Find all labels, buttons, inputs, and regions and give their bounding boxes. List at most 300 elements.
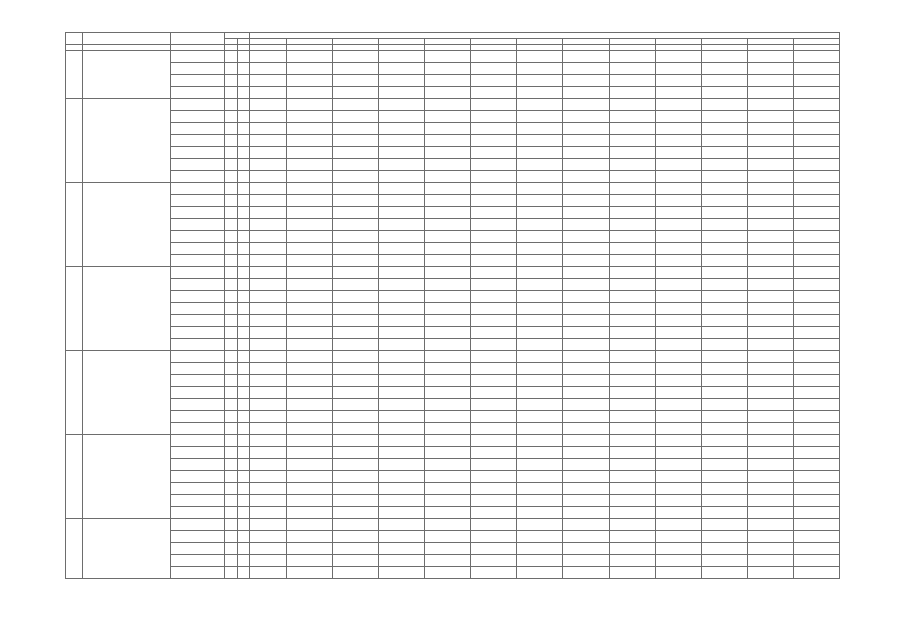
grbs-cell [225,195,238,207]
year-amount-cell [655,495,701,507]
year-amount-cell [379,387,425,399]
grbs-cell [225,99,238,111]
grbs-cell [225,471,238,483]
year-amount-cell [655,231,701,243]
year-amount-cell [287,543,333,555]
grbs-cell [225,387,238,399]
year-amount-cell [793,111,839,123]
year-amount-cell [793,183,839,195]
year-amount-cell [517,207,563,219]
year-amount-cell [793,423,839,435]
grbs-cell [225,327,238,339]
funding-source-cell [171,231,225,243]
year-amount-cell [793,375,839,387]
csr-cell [238,279,250,291]
year-amount-cell [609,255,655,267]
table-row [66,279,840,291]
grbs-cell [225,135,238,147]
year-amount-cell [517,303,563,315]
year-amount-cell [655,87,701,99]
table-row [66,327,840,339]
grbs-cell [225,351,238,363]
csr-cell [238,315,250,327]
year-amount-cell [701,315,747,327]
grbs-cell [225,183,238,195]
year-amount-cell [793,171,839,183]
year-amount-cell [425,483,471,495]
year-amount-cell [333,459,379,471]
year-amount-cell [747,87,793,99]
grbs-cell [225,207,238,219]
row-number-cell [66,519,83,579]
year-amount-cell [793,483,839,495]
total-amount-cell [250,411,287,423]
csr-cell [238,147,250,159]
total-amount-cell [250,123,287,135]
year-amount-cell [563,75,609,87]
year-amount-cell [563,99,609,111]
year-amount-cell [379,519,425,531]
grbs-cell [225,447,238,459]
year-amount-cell [333,411,379,423]
year-amount-cell [287,147,333,159]
year-amount-cell [425,231,471,243]
year-amount-cell [379,231,425,243]
year-amount-cell [379,471,425,483]
table-row [66,267,840,279]
header-row-number [66,33,83,45]
year-amount-cell [517,507,563,519]
year-amount-cell [425,567,471,579]
year-amount-cell [655,459,701,471]
year-amount-cell [471,267,517,279]
year-amount-cell [471,63,517,75]
year-amount-cell [609,51,655,63]
year-amount-cell [609,471,655,483]
year-amount-cell [471,411,517,423]
funding-source-cell [171,159,225,171]
table-row [66,171,840,183]
total-amount-cell [250,255,287,267]
year-amount-cell [655,435,701,447]
grbs-cell [225,63,238,75]
total-amount-cell [250,159,287,171]
year-amount-cell [379,495,425,507]
year-amount-cell [517,111,563,123]
year-amount-cell [287,435,333,447]
year-amount-cell [793,99,839,111]
year-amount-cell [793,75,839,87]
year-amount-cell [287,279,333,291]
year-amount-cell [471,483,517,495]
year-amount-cell [609,435,655,447]
year-amount-cell [425,183,471,195]
grbs-cell [225,171,238,183]
year-amount-cell [471,567,517,579]
year-amount-cell [425,111,471,123]
year-amount-cell [563,447,609,459]
year-amount-cell [747,531,793,543]
total-amount-cell [250,399,287,411]
year-amount-cell [655,195,701,207]
table-row [66,531,840,543]
year-amount-cell [471,519,517,531]
year-amount-cell [609,123,655,135]
year-amount-cell [793,207,839,219]
csr-cell [238,207,250,219]
year-amount-cell [609,387,655,399]
year-amount-cell [563,243,609,255]
table-row [66,447,840,459]
year-amount-cell [379,75,425,87]
year-amount-cell [379,315,425,327]
csr-cell [238,135,250,147]
total-amount-cell [250,75,287,87]
funding-source-cell [171,243,225,255]
table-row [66,219,840,231]
total-amount-cell [250,231,287,243]
year-amount-cell [287,135,333,147]
year-amount-cell [747,495,793,507]
year-amount-cell [655,447,701,459]
year-amount-cell [333,207,379,219]
year-amount-cell [379,183,425,195]
year-amount-cell [471,99,517,111]
year-amount-cell [655,531,701,543]
year-amount-cell [287,75,333,87]
total-amount-cell [250,303,287,315]
year-amount-cell [333,159,379,171]
year-amount-cell [517,411,563,423]
year-amount-cell [609,351,655,363]
year-amount-cell [609,63,655,75]
table-row [66,507,840,519]
year-amount-cell [287,399,333,411]
year-amount-cell [747,303,793,315]
csr-cell [238,255,250,267]
year-amount-cell [747,219,793,231]
year-amount-cell [333,231,379,243]
total-amount-cell [250,375,287,387]
year-amount-cell [379,411,425,423]
csr-cell [238,303,250,315]
csr-cell [238,243,250,255]
table-row [66,519,840,531]
year-amount-cell [701,63,747,75]
csr-cell [238,231,250,243]
year-amount-cell [471,447,517,459]
year-amount-cell [333,267,379,279]
funding-source-cell [171,315,225,327]
year-amount-cell [747,519,793,531]
csr-cell [238,123,250,135]
year-amount-cell [563,423,609,435]
year-amount-cell [425,75,471,87]
year-amount-cell [333,195,379,207]
year-amount-cell [701,507,747,519]
year-amount-cell [517,219,563,231]
year-amount-cell [517,375,563,387]
year-amount-cell [517,51,563,63]
total-amount-cell [250,207,287,219]
year-amount-cell [379,207,425,219]
table-row [66,375,840,387]
table-row [66,243,840,255]
total-amount-cell [250,447,287,459]
year-amount-cell [655,75,701,87]
year-amount-cell [333,291,379,303]
table-row [66,123,840,135]
csr-cell [238,435,250,447]
year-amount-cell [655,351,701,363]
year-amount-cell [655,327,701,339]
year-amount-cell [563,159,609,171]
grbs-cell [225,567,238,579]
year-amount-cell [793,123,839,135]
table-row [66,471,840,483]
csr-cell [238,87,250,99]
year-amount-cell [563,87,609,99]
year-amount-cell [379,507,425,519]
year-amount-cell [287,495,333,507]
year-amount-cell [425,435,471,447]
year-amount-cell [379,483,425,495]
csr-cell [238,495,250,507]
funding-source-cell [171,447,225,459]
csr-cell [238,267,250,279]
year-amount-cell [701,291,747,303]
year-amount-cell [425,411,471,423]
year-amount-cell [609,207,655,219]
year-amount-cell [563,555,609,567]
year-amount-cell [517,75,563,87]
funding-source-cell [171,423,225,435]
year-amount-cell [655,423,701,435]
table-row [66,555,840,567]
total-amount-cell [250,567,287,579]
funding-source-cell [171,555,225,567]
year-amount-cell [655,567,701,579]
year-amount-cell [425,531,471,543]
year-amount-cell [425,279,471,291]
grbs-cell [225,411,238,423]
year-amount-cell [517,351,563,363]
csr-cell [238,543,250,555]
year-amount-cell [471,495,517,507]
year-amount-cell [425,159,471,171]
year-amount-cell [333,111,379,123]
table-row [66,135,840,147]
funding-source-cell [171,183,225,195]
year-amount-cell [701,375,747,387]
total-amount-cell [250,279,287,291]
row-number-cell [66,267,83,351]
year-amount-cell [379,111,425,123]
funding-source-cell [171,135,225,147]
year-amount-cell [471,315,517,327]
year-amount-cell [747,339,793,351]
year-amount-cell [747,411,793,423]
year-amount-cell [517,363,563,375]
year-amount-cell [563,303,609,315]
year-amount-cell [517,399,563,411]
year-amount-cell [517,255,563,267]
year-amount-cell [655,303,701,315]
year-amount-cell [287,483,333,495]
year-amount-cell [471,531,517,543]
year-amount-cell [379,195,425,207]
total-amount-cell [250,459,287,471]
year-amount-cell [747,351,793,363]
funding-source-cell [171,363,225,375]
grbs-cell [225,231,238,243]
year-amount-cell [609,219,655,231]
year-amount-cell [471,423,517,435]
year-amount-cell [517,483,563,495]
year-amount-cell [333,483,379,495]
year-amount-cell [425,447,471,459]
year-amount-cell [793,531,839,543]
year-amount-cell [655,111,701,123]
year-amount-cell [701,327,747,339]
year-amount-cell [287,567,333,579]
year-amount-cell [517,87,563,99]
year-amount-cell [701,399,747,411]
year-amount-cell [425,87,471,99]
year-amount-cell [609,543,655,555]
year-amount-cell [425,171,471,183]
year-amount-cell [793,495,839,507]
year-amount-cell [471,363,517,375]
year-amount-cell [425,399,471,411]
grbs-cell [225,399,238,411]
year-amount-cell [747,567,793,579]
year-amount-cell [517,459,563,471]
funding-source-cell [171,195,225,207]
year-amount-cell [517,195,563,207]
year-amount-cell [425,303,471,315]
csr-cell [238,159,250,171]
year-amount-cell [655,483,701,495]
table-row [66,183,840,195]
csr-cell [238,387,250,399]
year-amount-cell [655,159,701,171]
year-amount-cell [333,63,379,75]
csr-cell [238,99,250,111]
year-amount-cell [747,243,793,255]
year-amount-cell [425,327,471,339]
table-row [66,51,840,63]
total-amount-cell [250,195,287,207]
year-amount-cell [609,375,655,387]
funding-source-cell [171,267,225,279]
year-amount-cell [333,279,379,291]
year-amount-cell [471,459,517,471]
year-amount-cell [747,123,793,135]
funding-source-cell [171,291,225,303]
year-amount-cell [379,255,425,267]
funding-source-cell [171,63,225,75]
funding-source-cell [171,207,225,219]
table-row [66,111,840,123]
year-amount-cell [517,555,563,567]
year-amount-cell [287,243,333,255]
year-amount-cell [517,327,563,339]
year-amount-cell [287,519,333,531]
row-number-cell [66,51,83,99]
total-amount-cell [250,63,287,75]
year-amount-cell [609,75,655,87]
csr-cell [238,195,250,207]
year-amount-cell [333,519,379,531]
year-amount-cell [379,279,425,291]
year-amount-cell [287,267,333,279]
year-amount-cell [701,267,747,279]
year-amount-cell [609,111,655,123]
year-amount-cell [425,555,471,567]
csr-cell [238,531,250,543]
year-amount-cell [333,531,379,543]
year-amount-cell [517,423,563,435]
year-amount-cell [425,363,471,375]
funding-source-cell [171,519,225,531]
year-amount-cell [655,123,701,135]
year-amount-cell [563,123,609,135]
year-amount-cell [655,207,701,219]
year-amount-cell [287,63,333,75]
year-amount-cell [425,99,471,111]
year-amount-cell [425,543,471,555]
total-amount-cell [250,351,287,363]
year-amount-cell [379,51,425,63]
year-amount-cell [793,279,839,291]
year-amount-cell [379,219,425,231]
year-amount-cell [609,363,655,375]
year-amount-cell [563,231,609,243]
year-amount-cell [287,99,333,111]
year-amount-cell [701,195,747,207]
year-amount-cell [609,267,655,279]
measure-name-cell [83,183,171,267]
year-amount-cell [517,435,563,447]
year-amount-cell [517,279,563,291]
year-amount-cell [793,243,839,255]
year-amount-cell [655,411,701,423]
year-amount-cell [747,471,793,483]
year-amount-cell [333,243,379,255]
csr-cell [238,75,250,87]
year-amount-cell [425,123,471,135]
year-amount-cell [609,171,655,183]
year-amount-cell [609,87,655,99]
total-amount-cell [250,555,287,567]
year-amount-cell [609,147,655,159]
year-amount-cell [379,459,425,471]
year-amount-cell [701,483,747,495]
csr-cell [238,51,250,63]
header-name [83,33,171,45]
year-amount-cell [701,435,747,447]
year-amount-cell [563,279,609,291]
year-amount-cell [793,363,839,375]
year-amount-cell [609,483,655,495]
grbs-cell [225,123,238,135]
year-amount-cell [379,243,425,255]
year-amount-cell [425,147,471,159]
year-amount-cell [517,543,563,555]
year-amount-cell [609,447,655,459]
csr-cell [238,351,250,363]
